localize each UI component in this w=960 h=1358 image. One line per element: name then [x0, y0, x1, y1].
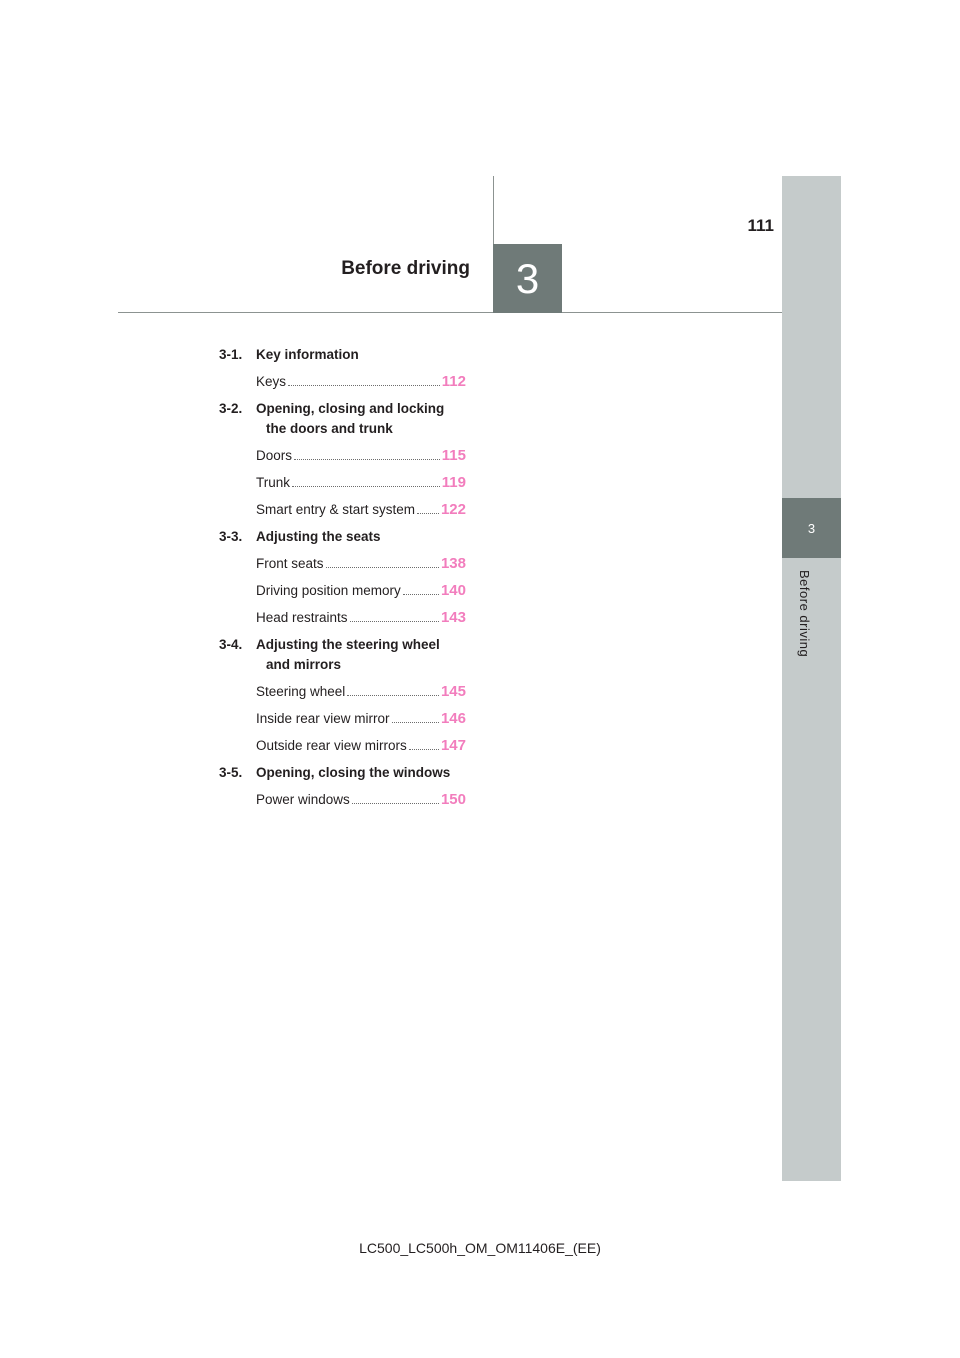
section-number: 3-5. — [219, 765, 243, 780]
header-horizontal-rule — [118, 312, 782, 313]
toc-section[interactable] — [219, 399, 466, 439]
section-title: Adjusting the seats — [256, 529, 381, 544]
toc-entry[interactable] — [219, 581, 466, 601]
toc-section[interactable] — [219, 635, 466, 675]
entry-title: Outside rear view mirrors — [256, 738, 407, 753]
entry-page[interactable]: 112 — [441, 373, 466, 390]
toc-entry[interactable] — [219, 790, 466, 810]
toc-entry[interactable] — [219, 446, 466, 466]
toc-section[interactable] — [219, 527, 466, 547]
document-id-footer: LC500_LC500h_OM_OM11406E_(EE) — [359, 1240, 601, 1256]
entry-page[interactable]: 143 — [440, 609, 466, 626]
side-tab-strip — [782, 176, 841, 1181]
dot-leader — [403, 594, 439, 595]
dot-leader — [392, 722, 439, 723]
toc-entry[interactable] — [219, 554, 466, 574]
entry-title: Steering wheel — [256, 684, 346, 699]
entry-page[interactable]: 140 — [440, 582, 466, 599]
toc-entry[interactable] — [219, 736, 466, 756]
dot-leader — [347, 695, 439, 696]
side-tab-number: 3 — [807, 520, 816, 536]
entry-title: Keys — [256, 374, 287, 389]
section-title: Opening, closing the windows — [256, 765, 451, 780]
dot-leader — [326, 567, 439, 568]
page-number: 111 — [747, 216, 774, 235]
side-tab-label: Before driving — [797, 570, 812, 658]
section-title: Key information — [256, 347, 359, 362]
chapter-title: Before driving — [341, 258, 470, 279]
entry-title: Inside rear view mirror — [256, 711, 390, 726]
dot-leader — [417, 513, 439, 514]
table-of-contents — [219, 345, 466, 810]
section-title: Adjusting the steering wheel and mirrors — [256, 637, 440, 672]
toc-section[interactable] — [219, 763, 466, 783]
entry-title: Doors — [256, 448, 293, 463]
header-vertical-rule — [493, 176, 494, 244]
section-number: 3-4. — [219, 637, 243, 652]
dot-leader — [294, 459, 440, 460]
section-number: 3-3. — [219, 529, 243, 544]
entry-page[interactable]: 145 — [440, 683, 466, 700]
dot-leader — [288, 385, 440, 386]
entry-title: Driving position memory — [256, 583, 401, 598]
dot-leader — [350, 621, 439, 622]
dot-leader — [292, 486, 440, 487]
entry-page[interactable]: 138 — [440, 555, 466, 572]
toc-entry[interactable] — [219, 372, 466, 392]
entry-page[interactable]: 146 — [440, 710, 466, 727]
toc-entry[interactable] — [219, 473, 466, 493]
dot-leader — [409, 749, 439, 750]
dot-leader — [352, 803, 439, 804]
entry-title: Head restraints — [256, 610, 348, 625]
section-number: 3-1. — [219, 347, 243, 362]
entry-page[interactable]: 119 — [441, 474, 466, 491]
entry-title: Smart entry & start system — [256, 502, 416, 517]
section-title: Opening, closing and locking the doors and trunk — [256, 401, 445, 436]
entry-title: Power windows — [256, 792, 350, 807]
entry-title: Front seats — [256, 556, 324, 571]
entry-page[interactable]: 150 — [440, 791, 466, 808]
toc-entry[interactable] — [219, 709, 466, 729]
entry-page[interactable]: 115 — [441, 447, 466, 464]
chapter-number: 3 — [515, 254, 540, 302]
section-number: 3-2. — [219, 401, 243, 416]
entry-page[interactable]: 122 — [440, 501, 466, 518]
toc-entry[interactable] — [219, 682, 466, 702]
toc-entry[interactable] — [219, 608, 466, 628]
toc-entry[interactable] — [219, 500, 466, 520]
toc-section[interactable] — [219, 345, 466, 365]
entry-page[interactable]: 147 — [440, 737, 466, 754]
entry-title: Trunk — [256, 475, 291, 490]
